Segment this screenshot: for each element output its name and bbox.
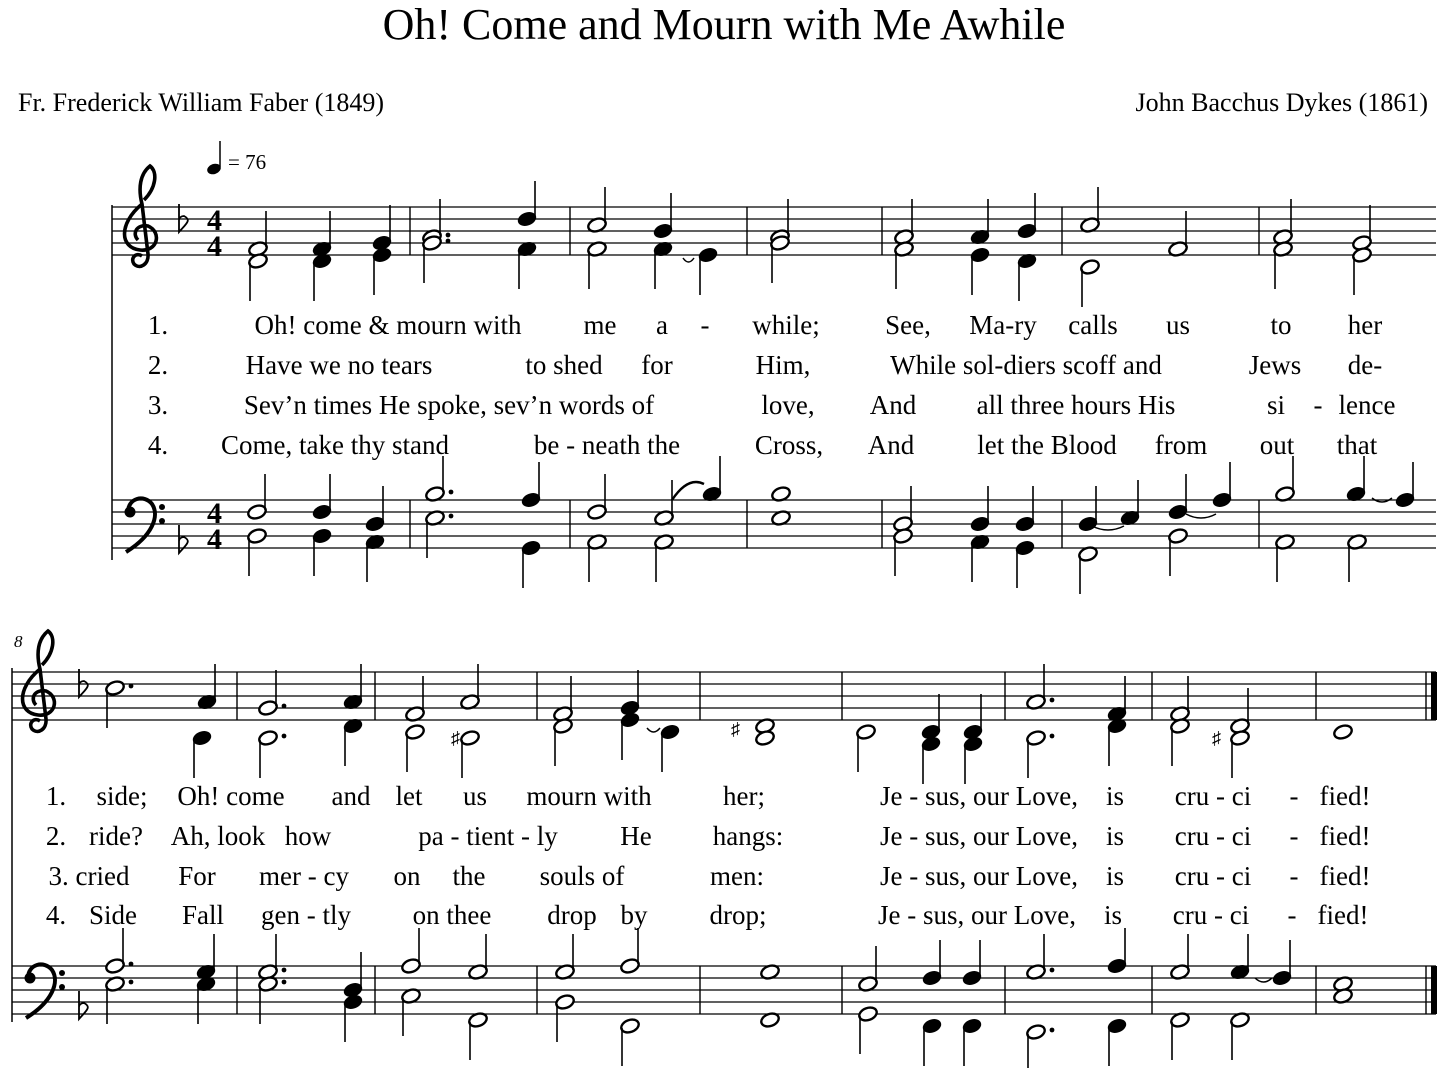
half-note (1025, 1023, 1054, 1068)
half-note (769, 234, 790, 283)
lyric: souls of (539, 861, 625, 891)
lyric: Oh! come (177, 781, 285, 811)
sharp-icon: ♯ (731, 719, 740, 739)
lyric: pa - tient - ly (418, 821, 558, 851)
lyric: drop (547, 900, 597, 930)
quarter-note (1394, 462, 1415, 509)
lyric: for (641, 350, 673, 380)
quarter-note (1345, 456, 1366, 503)
quarter-note (1106, 717, 1127, 766)
treble-clef-icon (125, 166, 157, 266)
lyric: Fall (181, 900, 225, 930)
lyric: how (284, 821, 332, 851)
quarter-note (1167, 474, 1188, 521)
lyric: Him, (755, 350, 811, 380)
sharp-icon: ♯ (451, 728, 460, 748)
quarter-note (311, 527, 332, 576)
quarter-note (659, 723, 680, 772)
lyric: all three hours His (976, 390, 1176, 420)
quarter-note (1229, 934, 1250, 981)
quarter-note (921, 940, 942, 987)
quarter-note (1016, 252, 1037, 301)
quarter-note (311, 211, 332, 258)
quarter-note (652, 240, 673, 289)
time-sig-bottom: 4 (207, 523, 222, 556)
quarter-note (1106, 1017, 1127, 1066)
quarter-note (311, 474, 332, 521)
quarter-note (196, 664, 217, 711)
quarter-note (652, 193, 673, 240)
half-note (246, 474, 267, 521)
half-note (1079, 187, 1100, 234)
lyric: cru - ci (1174, 821, 1252, 851)
lyric: Cross, (754, 430, 824, 460)
lyric: while; (752, 310, 820, 340)
half-note (459, 729, 480, 778)
quarter-note (520, 539, 541, 588)
lyric: - (1289, 781, 1299, 811)
half-note (1351, 246, 1372, 295)
half-note (1169, 934, 1190, 981)
lyric: that (1336, 430, 1378, 460)
lyric: the (452, 861, 486, 891)
lyric: 3. (147, 390, 169, 420)
half-note (586, 474, 607, 521)
lyric: mourn with (526, 781, 652, 811)
hymn-title: Oh! Come and Mourn with Me Awhile (382, 0, 1066, 49)
half-note (619, 1017, 640, 1066)
lyric: 2. (147, 350, 169, 380)
half-note (893, 199, 914, 246)
half-note (1025, 729, 1054, 778)
lyric: calls (1068, 310, 1118, 340)
lyric: let the Blood (977, 430, 1117, 460)
quarter-note (1119, 480, 1140, 527)
quarter-note (1014, 486, 1035, 533)
half-note (619, 928, 640, 975)
lyric: And (867, 430, 915, 460)
lyric: Sev’n times He spoke, sev’n words of (243, 390, 655, 420)
lyric: de- (1347, 350, 1383, 380)
quarter-note (969, 486, 990, 533)
lyric: And (869, 390, 917, 420)
quarter-note (920, 735, 941, 784)
lyric: 4. (45, 900, 67, 930)
lyric: cru - ci (1174, 861, 1252, 891)
lyric: us (1165, 310, 1191, 340)
quarter-note (1106, 676, 1127, 723)
quarter-note (520, 462, 541, 509)
lyric: gen - tly (261, 900, 351, 930)
half-note (404, 676, 425, 723)
tie (1186, 514, 1216, 518)
half-note (1167, 527, 1188, 576)
time-sig-top: 4 (207, 204, 222, 237)
lyric: mer - cy (259, 861, 349, 891)
lyric: He (620, 821, 652, 851)
half-note (104, 679, 133, 728)
half-note (257, 729, 286, 778)
half-note (1351, 205, 1372, 252)
half-note (653, 480, 674, 527)
lyric: on thee (412, 900, 492, 930)
half-note (404, 723, 425, 772)
quarter-note (921, 1017, 942, 1066)
quarter-note (342, 993, 363, 1042)
half-note (1229, 1011, 1250, 1060)
tie (647, 728, 660, 732)
half-note (257, 975, 286, 1024)
lyric: See, (885, 310, 931, 340)
quarter-note (311, 252, 332, 301)
half-note (459, 664, 480, 711)
tempo-marking: = 76 (228, 150, 267, 174)
half-note (421, 234, 450, 283)
quarter-note (342, 717, 363, 766)
lyric: hangs: (712, 821, 784, 851)
lyric: ride? (89, 821, 143, 851)
lyric: fied! (1319, 821, 1371, 851)
quarter-note (516, 181, 537, 228)
half-note (1169, 717, 1190, 766)
half-note (257, 934, 286, 981)
quarter-note (195, 975, 216, 1024)
half-note (1229, 688, 1250, 735)
half-note (1274, 456, 1295, 503)
half-note (586, 187, 607, 234)
lyric: For (178, 861, 216, 891)
quarter-note (342, 952, 363, 999)
lyric: let (395, 781, 423, 811)
quarter-note (1016, 193, 1037, 240)
half-note (247, 252, 268, 301)
half-note (552, 676, 573, 723)
half-note (1272, 199, 1293, 246)
flat-icon (79, 991, 88, 1019)
quarter-note (1271, 940, 1292, 987)
quarter-note (1211, 462, 1232, 509)
half-note (467, 934, 488, 981)
lyric: Je - sus, our Love, (878, 900, 1076, 930)
quarter-note (619, 670, 640, 717)
lyric: is (1103, 900, 1123, 930)
lyric: - (1287, 900, 1297, 930)
lyric: 1. (147, 310, 169, 340)
lyric: Come, take thy stand (221, 430, 449, 460)
half-note (554, 993, 575, 1042)
lyric: - (1289, 821, 1299, 851)
quarter-note (1077, 486, 1098, 533)
half-note (104, 975, 133, 1024)
half-note (855, 723, 876, 772)
flat-icon (79, 669, 88, 697)
lyric: While sol-diers scoff and (890, 350, 1162, 380)
quarter-note (371, 205, 392, 252)
quarter-note (1014, 539, 1035, 588)
lyric: us (462, 781, 488, 811)
half-note (400, 928, 421, 975)
lyric: Oh! come & mourn with (254, 310, 522, 340)
quarter-note (969, 246, 990, 295)
sharp-icon: ♯ (1212, 728, 1221, 748)
half-note (1079, 258, 1100, 307)
half-note (104, 928, 133, 975)
system-1 (112, 166, 1436, 594)
lyric: her; (723, 781, 765, 811)
time-sig-bottom: 4 (207, 230, 222, 263)
half-note (1169, 676, 1190, 723)
lyric: 3. cried (48, 861, 130, 891)
half-note (246, 527, 267, 576)
lyric: Ma-ry (969, 310, 1037, 340)
lyric: be - neath the (533, 430, 681, 460)
lyric: to shed (525, 350, 603, 380)
quarter-note (969, 199, 990, 246)
lyric: - (1289, 861, 1299, 891)
half-note (1025, 934, 1054, 981)
lyric: drop; (709, 900, 767, 930)
quarter-note (961, 940, 982, 987)
treble-staff-1 (112, 166, 1436, 266)
half-note (424, 509, 453, 558)
quarter-note (962, 694, 983, 741)
lyric: si (1266, 390, 1286, 420)
lyric: out (1259, 430, 1295, 460)
quarter-note (619, 711, 640, 760)
flat-icon (179, 525, 188, 553)
quarter-note (920, 694, 941, 741)
half-note (247, 211, 268, 258)
half-note (1272, 240, 1293, 289)
half-note (857, 1005, 878, 1054)
tie (683, 258, 694, 262)
author-credit: Fr. Frederick William Faber (1849) (18, 88, 385, 117)
lyric: Je - sus, our Love, (880, 861, 1078, 891)
lyric: Have we no tears (245, 350, 433, 380)
lyric: Jews (1248, 350, 1302, 380)
quarter-note (342, 664, 363, 711)
lyric: 4. (147, 430, 169, 460)
half-note (1025, 664, 1054, 711)
half-note (857, 946, 878, 993)
tie (1092, 526, 1124, 530)
half-note (552, 717, 573, 766)
quarter-note (961, 1017, 982, 1066)
lyric: men: (710, 861, 764, 891)
quarter-note (364, 486, 385, 533)
lyric: Je - sus, our Love, (880, 781, 1078, 811)
tempo-note-icon (206, 141, 223, 176)
lyric: on (393, 861, 421, 891)
lyric: love, (761, 390, 815, 420)
half-note (467, 1011, 488, 1060)
half-note (653, 533, 674, 582)
lyric: and (331, 781, 371, 811)
quarter-note (1106, 928, 1127, 975)
measure-number: 8 (14, 632, 23, 651)
lyric: fied! (1319, 781, 1371, 811)
quarter-note (969, 533, 990, 582)
lyric: is (1105, 821, 1125, 851)
half-note (400, 987, 421, 1036)
bass-clef-icon (125, 498, 166, 552)
half-note (892, 486, 913, 533)
lyric: her (1347, 310, 1383, 340)
treble-clef-icon (23, 631, 55, 731)
half-note (424, 456, 453, 503)
whole-note (1332, 723, 1353, 740)
lyric: cru - ci (1174, 781, 1252, 811)
lyric: is (1105, 861, 1125, 891)
lyric: by (620, 900, 648, 930)
composer-credit: John Bacchus Dykes (1861) (1135, 88, 1428, 117)
half-note (1346, 533, 1367, 582)
flat-icon (179, 204, 188, 232)
lyric: 1. (45, 781, 67, 811)
half-note (586, 533, 607, 582)
final-barline (1431, 672, 1437, 1014)
quarter-note (962, 735, 983, 784)
lyric: - (1313, 390, 1323, 420)
bass-staff-2 (12, 964, 1436, 1019)
lyric: fied! (1319, 861, 1371, 891)
lyric: Ah, look (170, 821, 266, 851)
lyric: fied! (1317, 900, 1369, 930)
quarter-note (701, 456, 722, 503)
lyric: lence (1338, 390, 1396, 420)
quarter-note (195, 934, 216, 981)
half-note (586, 240, 607, 289)
lyric: is (1105, 781, 1125, 811)
lyric: Je - sus, our Love, (880, 821, 1078, 851)
half-note (1077, 545, 1098, 594)
lyric: cru - ci (1172, 900, 1250, 930)
bass-staff-1 (112, 497, 1436, 556)
half-note (1229, 729, 1250, 778)
half-note (257, 670, 286, 717)
lyric: a (656, 310, 668, 340)
lyric: 2. (45, 821, 67, 851)
quarter-note (516, 240, 537, 289)
lyric: from (1154, 430, 1208, 460)
time-sig-top: 4 (207, 497, 222, 530)
bass-clef-icon (25, 964, 66, 1018)
quarter-note (364, 533, 385, 582)
half-note (1169, 1011, 1190, 1060)
half-note (1167, 211, 1188, 258)
half-note (1274, 533, 1295, 582)
lyric: to (1270, 310, 1292, 340)
lyric: side; (96, 781, 148, 811)
lyric: Side (88, 900, 138, 930)
lyric: me (583, 310, 617, 340)
treble-staff-2 (12, 631, 1436, 731)
half-note (892, 527, 913, 576)
lyric: - (700, 310, 710, 340)
half-note (893, 240, 914, 289)
quarter-note (697, 246, 718, 295)
quarter-note (191, 729, 212, 778)
half-note (554, 934, 575, 981)
quarter-note (371, 246, 392, 295)
